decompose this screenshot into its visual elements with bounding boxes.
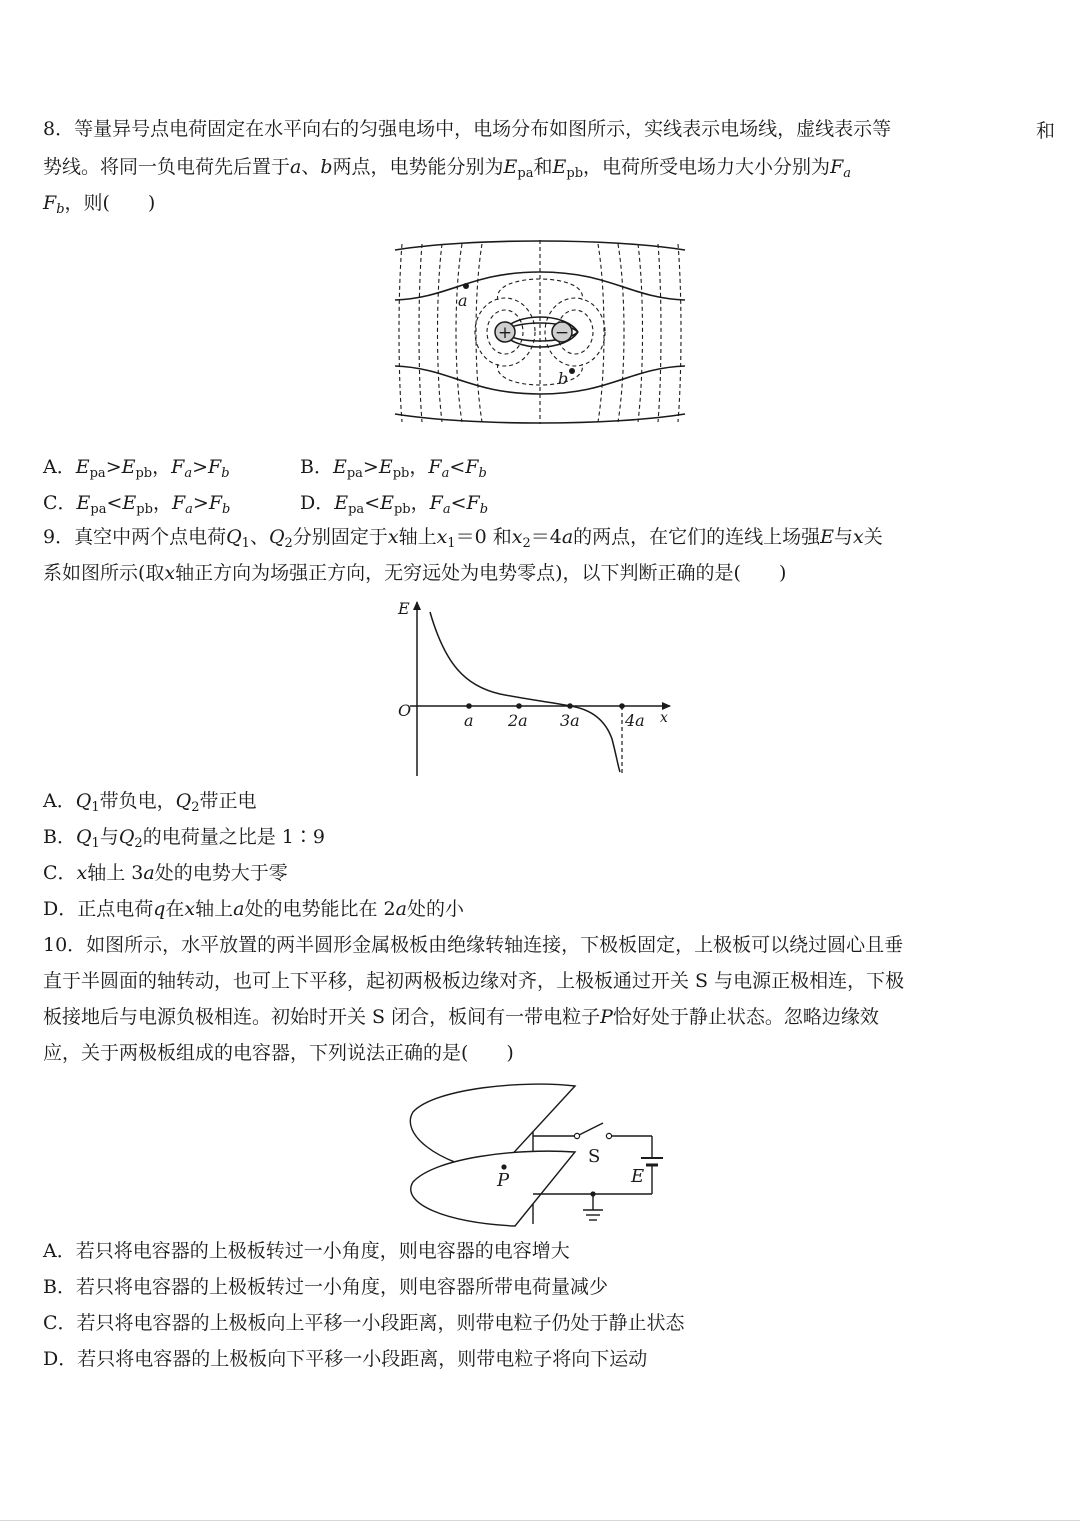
point-b-label: b [558,369,569,388]
page-bottom-rule [0,1520,1080,1521]
q10-stem-line-3: 板接地后与电源负极相连。初始时开关 S 闭合，板间有一带电粒子P恰好处于静止状态。忽略边缘效 [43,1006,879,1028]
particle-label: P [497,1170,510,1191]
q9-option-b: B．$Q_1$与$Q_2$的电荷量之比是 1∶9 [43,826,325,851]
q10-option-c: C．若只将电容器的上极板向上平移一小段距离，则带电粒子仍处于静止状态 [43,1312,685,1334]
q9-option-c: C．x轴上 3a处的电势大于零 [43,862,288,884]
q9-option-a: A．$Q_1$带负电，$Q_2$带正电 [43,790,257,815]
q10-stem-line-1: 10．如图所示，水平放置的两半圆形金属极板由绝缘转轴连接，下极板固定，上极板可以绕过圆心且垂 [43,934,904,956]
q10-stem-line-2: 直于半圆面的轴转动，也可上下平移，起初两极板边缘对齐，上极板通过开关 S 与电源正极相连，下极 [43,970,905,992]
origin-label: O [398,701,412,720]
q8-option-b: B．$E_{pa}>E_{pb}$，$F_a<F_b$ [300,456,487,481]
tick-label-a: a [464,711,474,730]
switch-label: S [588,1146,601,1167]
q10-option-a: A．若只将电容器的上极板转过一小角度，则电容器的电容增大 [43,1240,570,1262]
negative-charge-sign: − [554,323,570,343]
q8-stem-line-2: 势线。将同一负电荷先后置于a、b两点，电势能分别为$E_{pa}$和$E_{pb}$，电荷所受电场力大小分别为$F_a$ [43,156,852,181]
tick-label-2a: 2a [508,711,528,730]
tick-label-3a: 3a [560,711,580,730]
q8-stem-tail: 和 [1036,120,1056,142]
equipotential-lines [399,240,681,424]
q8-option-c: C．$E_{pa}<E_{pb}$，$F_a>F_b$ [43,492,231,517]
q9-stem-line-2: 系如图所示(取x轴正方向为场强正方向，无穷远处为电势零点)，以下判断正确的是( ) [43,562,787,584]
lower-plate [411,1151,575,1226]
point-a-label: a [458,291,468,310]
tick-a [466,703,472,709]
y-axis-label: E [398,599,410,618]
q10-option-b: B．若只将电容器的上极板转过一小角度，则电容器所带电荷量减少 [43,1276,608,1298]
q8-stem-line-1: 8．等量异号点电荷固定在水平向右的匀强电场中，电场分布如图所示，实线表示电场线，虚线表示等 [43,118,892,140]
q8-field-figure [390,232,690,432]
q8-option-d: D．$E_{pa}<E_{pb}$，$F_a<F_b$ [300,492,489,517]
switch-blade [577,1123,603,1136]
q10-stem-line-4: 应，关于两极板组成的电容器，下列说法正确的是( ) [43,1042,514,1064]
q8-stem-line-3: $F_b$，则( ) [43,192,156,217]
particle-p [501,1164,506,1169]
e-curve [430,612,620,772]
q9-stem-line-1: 9．真空中两个点电荷$Q_1$、$Q_2$分别固定于x轴上$x_1=0$ 和$x_2=4a$的两点，在它们的连线上场强E与x关 [43,526,883,551]
battery-label: E [631,1166,645,1187]
q9-option-d: D．正点电荷q在x轴上a处的电势能比在 2a处的小 [43,898,464,920]
q10-capacitor-figure [405,1078,685,1228]
point-a [463,283,469,289]
q8-option-a: A．$E_{pa}>E_{pb}$，$F_a>F_b$ [43,456,230,481]
x-axis-label: x [660,710,668,726]
tick-2a [516,703,522,709]
tick-3a [567,703,573,709]
point-b [569,368,575,374]
q10-option-d: D．若只将电容器的上极板向下平移一小段距离，则带电粒子将向下运动 [43,1348,648,1370]
tick-4a [619,703,625,709]
q9-e-x-graph [390,594,680,780]
positive-charge-sign: + [497,323,513,343]
tick-label-4a: 4a [625,711,645,730]
